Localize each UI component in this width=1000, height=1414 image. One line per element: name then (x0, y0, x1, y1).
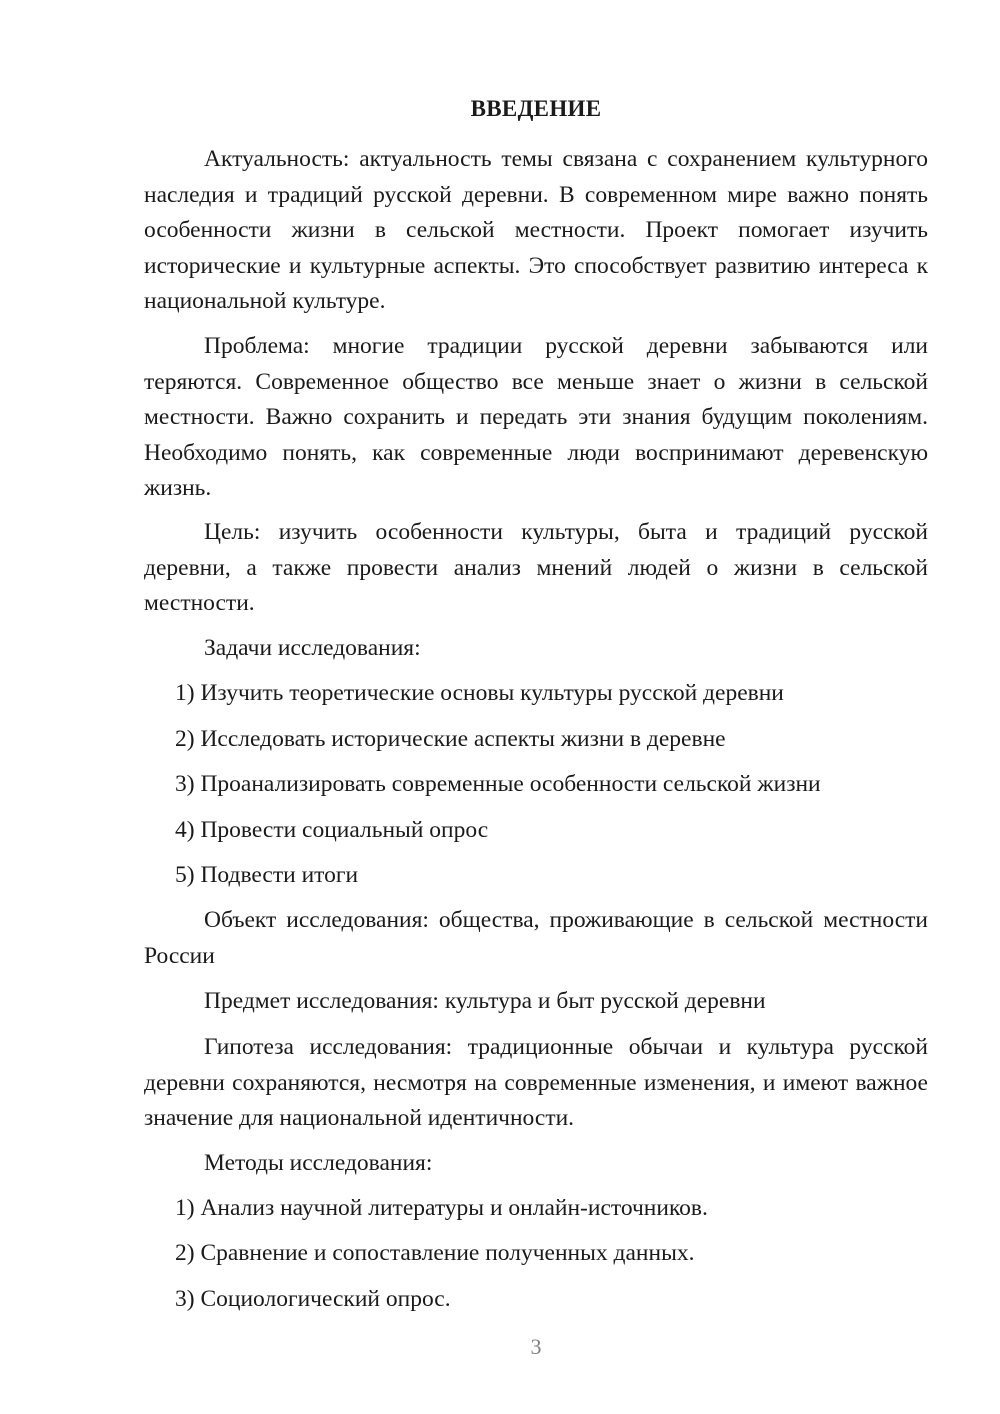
task-item: 2) Исследовать исторические аспекты жизни в деревне (175, 726, 726, 752)
hypothesis-paragraph: Гипотеза исследования: традиционные обычаи и культура русской деревни сохраняются, несмотря на современные изменения, и имеют важное значение для национальной идентичности. (144, 1034, 928, 1131)
method-item: 1) Анализ научной литературы и онлайн-источников. (175, 1195, 708, 1221)
task-item: 1) Изучить теоретические основы культуры русской деревни (175, 680, 784, 706)
method-item: 2) Сравнение и сопоставление полученных данных. (175, 1240, 695, 1266)
methods-heading: Методы исследования: (204, 1150, 433, 1176)
relevance-paragraph: Актуальность: актуальность темы связана с сохранением культурного наследия и традиций русской деревни. В современном мире важно понять особенности жизни в сельской местности. Проект помогает изучить исторические и культурные аспекты. Это способствует развитию интереса к национальной культуре. (144, 146, 928, 314)
object-paragraph: Объект исследования: общества, проживающие в сельской местности России (144, 907, 928, 969)
task-item: 3) Проанализировать современные особенности сельской жизни (175, 771, 821, 797)
page-title: ВВЕДЕНИЕ (470, 96, 602, 121)
method-item: 3) Социологический опрос. (175, 1286, 451, 1312)
task-item: 4) Провести социальный опрос (175, 817, 489, 843)
goal-paragraph: Цель: изучить особенности культуры, быта и традиций русской деревни, а также провести анализ мнений людей о жизни в сельской местности. (144, 519, 928, 616)
task-item: 5) Подвести итоги (175, 862, 359, 888)
subject-paragraph: Предмет исследования: культура и быт русской деревни (204, 988, 766, 1014)
problem-paragraph: Проблема: многие традиции русской деревни забываются или теряются. Современное общество все меньше знает о жизни в сельской местности. Важно сохранить и передать эти знания будущим поколениям. Необходимо понять, как современные люди воспринимают деревенскую жизнь. (144, 333, 928, 501)
page-number: 3 (530, 1334, 542, 1359)
tasks-heading: Задачи исследования: (204, 635, 421, 661)
